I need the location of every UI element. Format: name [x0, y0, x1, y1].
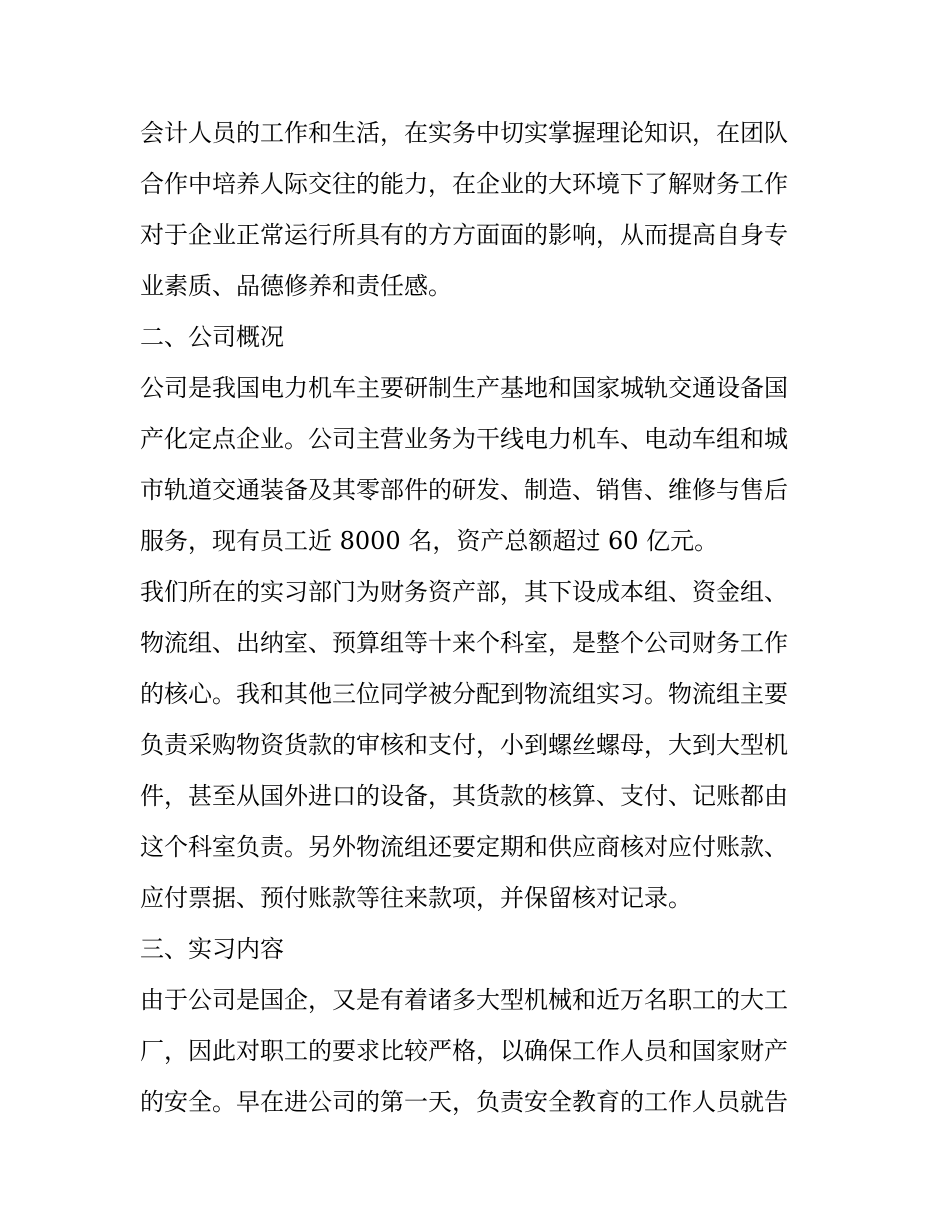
text-line: 由于公司是国企，又是有着诸多大型机械和近万名职工的大工 — [140, 986, 788, 1014]
text-line: 服务，现有员工近 8000 名，资产总额超过 60 亿元。 — [140, 527, 719, 555]
text-line: 对于企业正常运行所具有的方方面面的影响，从而提高自身专 — [140, 221, 788, 249]
text-line: 负责采购物资货款的审核和支付，小到螺丝螺母，大到大型机 — [140, 731, 788, 759]
text-line: 会计人员的工作和生活，在实务中切实掌握理论知识，在团队 — [140, 119, 788, 147]
section-heading: 三、实习内容 — [140, 935, 284, 963]
text-line: 产化定点企业。公司主营业务为干线电力机车、电动车组和城 — [140, 425, 788, 453]
text-line: 市轨道交通装备及其零部件的研发、制造、销售、维修与售后 — [140, 476, 788, 504]
text-line: 物流组、出纳室、预算组等十来个科室，是整个公司财务工作 — [140, 629, 788, 657]
text-line: 的安全。早在进公司的第一天，负责安全教育的工作人员就告 — [140, 1088, 788, 1116]
text-line: 这个科室负责。另外物流组还要定期和供应商核对应付账款、 — [140, 833, 788, 861]
text-line: 应付票据、预付账款等往来款项，并保留核对记录。 — [140, 884, 692, 912]
text-line: 公司是我国电力机车主要研制生产基地和国家城轨交通设备国 — [140, 374, 788, 402]
text-line: 厂，因此对职工的要求比较严格，以确保工作人员和国家财产 — [140, 1037, 788, 1065]
text-line: 业素质、品德修养和责任感。 — [140, 272, 452, 300]
section-heading: 二、公司概况 — [140, 323, 284, 351]
text-line: 我们所在的实习部门为财务资产部，其下设成本组、资金组、 — [140, 578, 788, 606]
text-line: 合作中培养人际交往的能力，在企业的大环境下了解财务工作 — [140, 170, 788, 198]
text-line: 的核心。我和其他三位同学被分配到物流组实习。物流组主要 — [140, 680, 788, 708]
text-line: 件，甚至从国外进口的设备，其货款的核算、支付、记账都由 — [140, 782, 788, 810]
document-body — [140, 108, 816, 1128]
